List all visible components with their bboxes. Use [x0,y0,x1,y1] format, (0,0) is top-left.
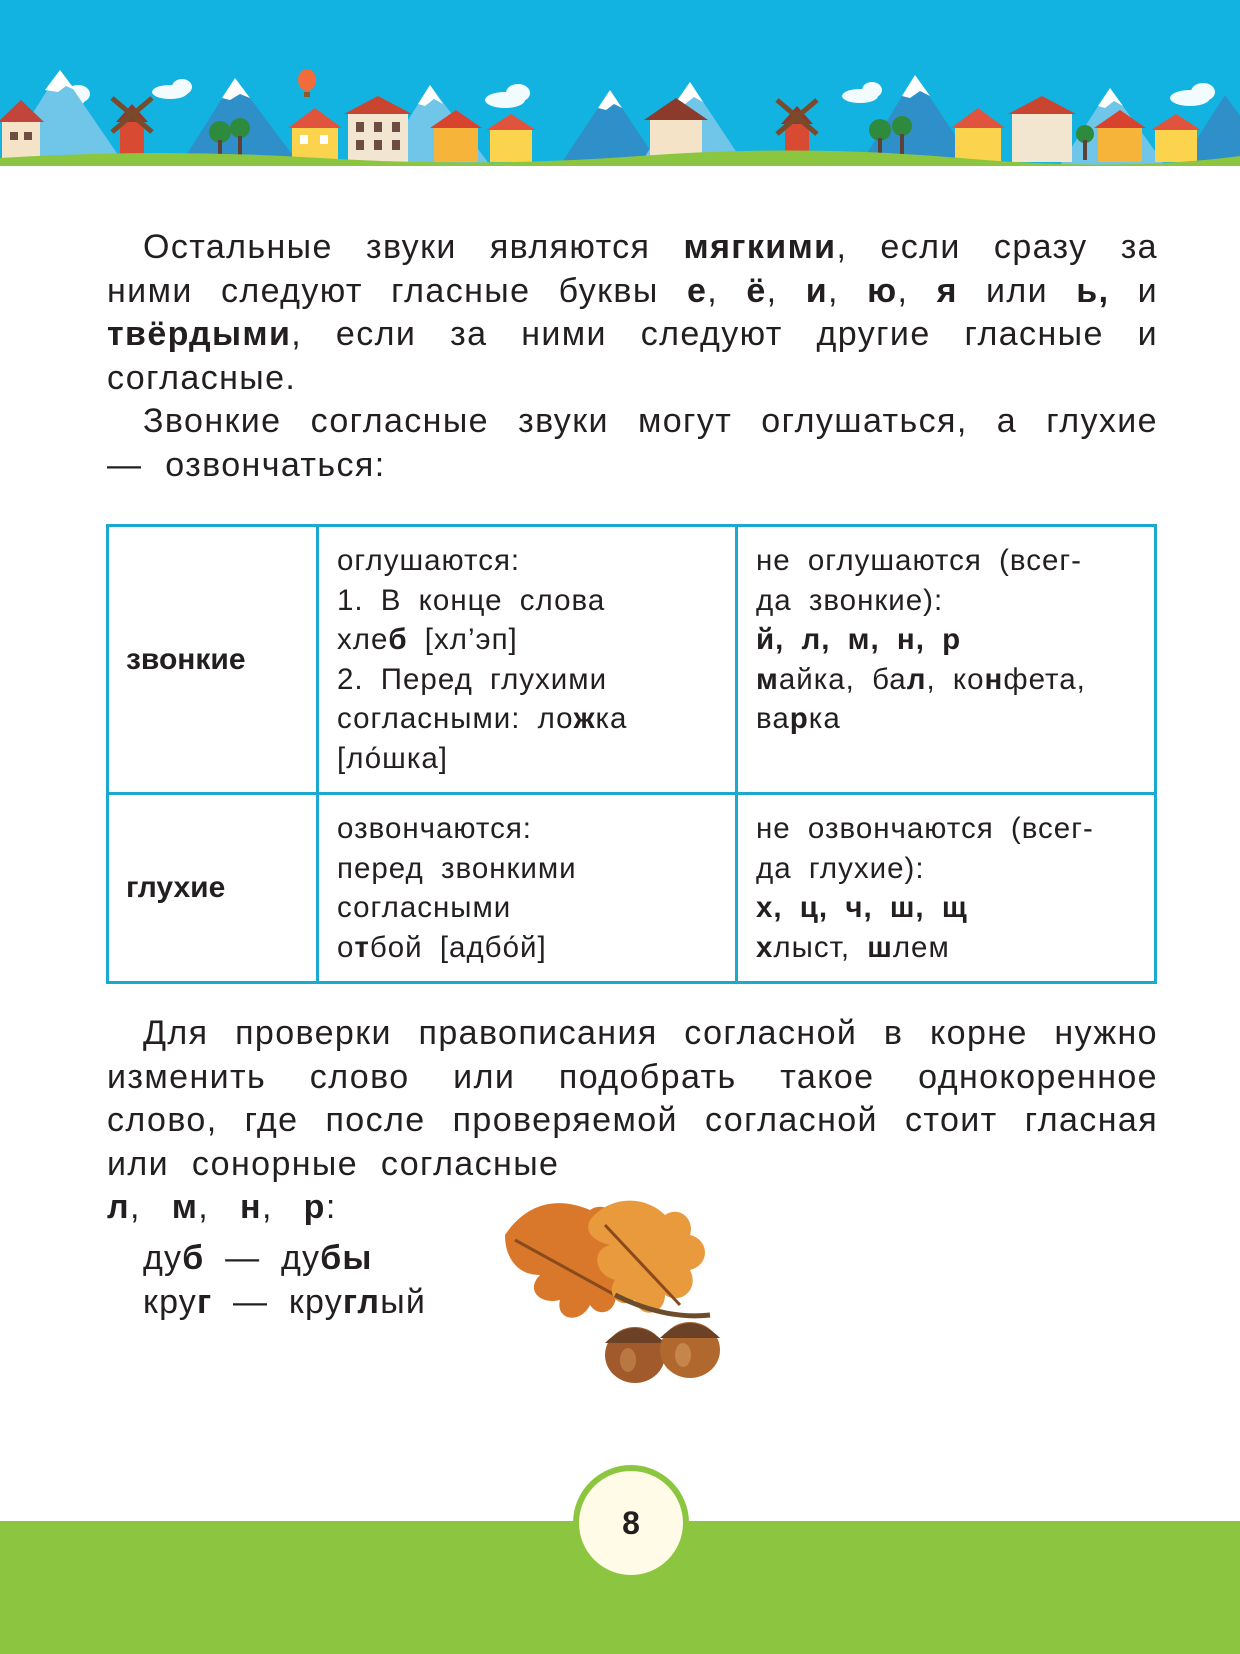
village-landscape-illustration [0,0,1240,175]
voiced-voiceless-table [106,524,1157,984]
windmill-icon [112,98,152,162]
cell-devoicing: оглушаются: 1. В конце слова хлеб [хл’эп] 2. Перед глухими согласными: ложка [ло́шка] [318,526,737,794]
table-row [108,526,1156,794]
header-banner [0,0,1240,175]
page-number: 8 [573,1465,689,1581]
example-item: круг — круглый [143,1282,427,1321]
example-item: дуб — дубы [143,1239,373,1277]
intro-text [107,226,1158,487]
oak-leaves-acorns-icon [495,1195,755,1395]
table-row [108,794,1156,983]
sonorant-letters: л, м, н, р: [107,1188,337,1226]
paragraph-voicing: Звонкие согласные звуки могут оглушаться, а глухие — озвончаться: [107,402,1158,484]
row-label-voiced: звонкие [108,526,318,794]
paragraph-soft-hard: Остальные звуки являются мягкими, если сразу за ними следуют гласные буквы е, ё, и, ю, я или ь, и твёрдыми, если за ними следуют другие гласные и согласные. [107,228,1159,397]
row-label-voiceless: глухие [108,794,318,983]
paragraph-check-rule: Для проверки правописания согласной в корне нужно изменить слово или подобрать такое однокоренное слово, где после проверяемой согласной стоит гласная или сонорные согласные [107,1014,1158,1183]
cell-no-voicing: не озвончаются (всег- да глухие): х, ц, ч, ш, щ хлыст, шлем [737,794,1156,983]
cell-voicing: озвончаются: перед звонкими согласными отбой [адбо́й] [318,794,737,983]
cell-no-devoicing: не оглушаются (всег- да звонкие): й, л, м, н, р майка, бал, конфета, варка [737,526,1156,794]
examples-list [143,1237,426,1324]
hot-air-balloon-icon [298,69,316,97]
